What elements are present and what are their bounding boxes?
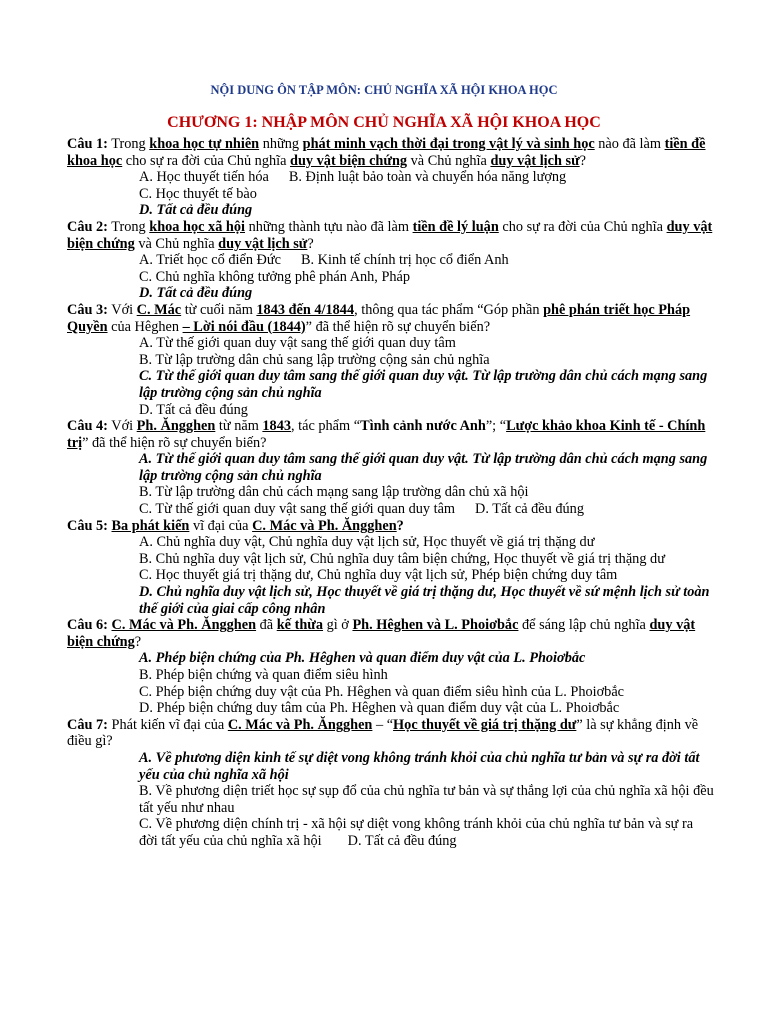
question-3: [67, 302, 715, 335]
question-text: gì ở: [323, 617, 353, 634]
answer-text: A. Triết học cổ điển Đức: [139, 252, 281, 269]
question-5: [67, 518, 715, 535]
question-keyword: C. Mác và Ph. Ăngghen: [111, 617, 257, 634]
answer-text: C. Từ thế giới quan duy vật sang thế giới quan duy tâm: [139, 501, 456, 518]
question-text: Trong: [107, 136, 150, 152]
question-label: Câu 2:: [67, 218, 108, 235]
question-keyword: Tình cảnh nước Anh: [360, 418, 486, 435]
answer-option-a: A. Từ thế giới quan duy vật sang thế giới quan duy tâm: [139, 335, 456, 352]
answer-option-d-correct: D. Tất cả đều đúng: [139, 202, 253, 219]
question-text: – “: [372, 716, 394, 733]
question-6: [67, 617, 715, 650]
question-keyword: phê phán triết học Pháp Quyền: [67, 301, 691, 335]
answer-option-b: B. Kinh tế chính trị học cổ điển Anh: [300, 252, 509, 269]
question-keyword: Học thuyết về giá trị thặng dư: [393, 716, 577, 733]
answer-option-a: [139, 169, 715, 186]
question-keyword: tiền đề khoa học: [67, 136, 706, 169]
question-text: ” đã thể hiện rõ sự chuyển biến?: [82, 434, 267, 451]
question-text: ?: [307, 235, 314, 252]
question-7: [67, 717, 715, 750]
question-keyword: C. Mác: [136, 301, 182, 318]
question-keyword: duy vật biện chứng: [67, 617, 696, 650]
question-text: ?: [579, 152, 587, 169]
answer-option-b: B. Về phương diện triết học sự sụp đổ của chủ nghĩa tư bản và sự thắng lợi của chủ nghĩa xã hội đều tất yếu như nhau: [139, 783, 714, 816]
question-keyword: khoa học xã hội: [149, 218, 245, 235]
question-4: [67, 418, 715, 451]
answer-option-a: [139, 252, 715, 269]
question-label: Câu 6:: [67, 617, 108, 634]
question-text: ?: [134, 633, 142, 650]
question-label: Câu 1:: [67, 136, 108, 152]
question-keyword: Ba phát kiến: [111, 517, 190, 534]
question-keyword: Ph. Ăngghen: [136, 418, 216, 435]
question-text: , tác phẩm “: [290, 418, 361, 435]
question-text: đã: [256, 617, 277, 634]
question-keyword: duy vật biện chứng: [290, 152, 408, 169]
question-list: [67, 136, 715, 850]
question-text: nào đã làm: [594, 136, 665, 152]
question-keyword: duy vật lịch sử: [490, 152, 580, 169]
question-text: cho sự ra đời của Chủ nghĩa: [498, 218, 667, 235]
answer-option-b: B. Chủ nghĩa duy vật lịch sử, Chủ nghĩa duy tâm biện chứng, Học thuyết về giá trị thặng dư: [139, 550, 665, 567]
answer-option-c: C. Phép biện chứng duy vật của Ph. Hêghen và quan điểm siêu hình của L. Phoiơbắc: [139, 683, 625, 700]
question-text: những thành tựu nào đã làm: [245, 218, 413, 235]
answer-option-c: C. Học thuyết tế bào: [139, 185, 257, 202]
question-label: Câu 4:: [67, 418, 108, 435]
question-1: [67, 136, 715, 169]
question-text: từ cuối năm: [181, 301, 257, 318]
question-text: những: [259, 136, 303, 152]
question-text: Với: [107, 418, 137, 435]
chapter-title: CHƯƠNG 1: NHẬP MÔN CHỦ NGHĨA XÃ HỘI KHOA HỌC: [167, 114, 601, 131]
question-keyword: duy vật lịch sử: [218, 235, 308, 252]
question-text: Phát kiến vĩ đại của: [107, 716, 228, 733]
question-text: , thông qua tác phẩm “Góp phần: [354, 301, 544, 318]
answer-option-b: B. Từ lập trường dân chủ cách mạng sang lập trường dân chủ xã hội: [139, 484, 529, 501]
question-keyword: – Lời nói đầu (1844): [182, 318, 306, 335]
question-text: của Hêghen: [107, 318, 183, 335]
answer-option-c-correct: C. Từ thế giới quan duy tâm sang thế giới quan duy vật. Từ lập trường dân chủ cách mạng sang lập trường cộng sản chủ nghĩa: [139, 368, 708, 401]
question-keyword: tiền đề lý luận: [412, 218, 499, 235]
question-keyword: Lược khảo khoa Kinh tế - Chính trị: [67, 418, 706, 451]
question-text: ” là sự khẳng định về điều gì?: [67, 716, 699, 750]
answer-option-b: B. Phép biện chứng và quan điểm siêu hình: [139, 667, 388, 683]
question-text: vĩ đại của: [189, 517, 253, 534]
question-keyword: 1843: [262, 418, 291, 435]
question-text: để sáng lập chủ nghĩa: [518, 617, 650, 634]
answer-option-a-correct: A. Phép biện chứng của Ph. Hêghen và quan điểm duy vật của L. Phoiơbắc: [139, 650, 586, 667]
question-text: Trong: [107, 218, 150, 235]
answer-option-b: B. Từ lập trường dân chủ sang lập trường cộng sản chủ nghĩa: [139, 351, 490, 368]
document-header: NỘI DUNG ÔN TẬP MÔN: CHỦ NGHĨA XÃ HỘI KHOA HỌC: [210, 83, 558, 97]
question-keyword: Ph. Hêghen và L. Phoiơbắc: [352, 617, 519, 634]
answer-option-c: [139, 501, 715, 518]
answer-option-d: D. Tất cả đều đúng: [347, 832, 457, 849]
question-text: và Chủ nghĩa: [134, 235, 219, 252]
question-keyword: 1843 đến 4/1844: [256, 301, 355, 318]
question-keyword: khoa học tự nhiên: [149, 136, 260, 152]
question-keyword: C. Mác và Ph. Ăngghen: [227, 716, 373, 733]
question-keyword: C. Mác và Ph. Ăngghen: [252, 517, 397, 534]
answer-option-a-correct: A. Về phương diện kinh tế sự diệt vong không tránh khỏi của chủ nghĩa tư bản và sự ra đời tất yếu của chủ nghĩa xã hội: [139, 749, 700, 783]
question-text: từ năm: [215, 418, 263, 435]
answer-option-c: [139, 816, 715, 849]
question-keyword: phát minh vạch thời đại trong vật lý và sinh học: [302, 136, 595, 152]
answer-option-d: D. Phép biện chứng duy tâm của Ph. Hêghen và quan điểm duy vật của L. Phoiơbắc: [139, 700, 620, 717]
question-text: ?: [396, 517, 404, 534]
question-text: và Chủ nghĩa: [407, 152, 491, 169]
question-label: Câu 5:: [67, 517, 108, 534]
question-2: [67, 219, 715, 252]
answer-option-d: D. Tất cả đều đúng: [139, 401, 248, 418]
answer-option-a-correct: A. Từ thế giới quan duy tâm sang thế giới quan duy vật. Từ lập trường dân chủ cách mạng sang lập trường cộng sản chủ nghĩa: [139, 451, 708, 484]
answer-option-a: A. Chủ nghĩa duy vật, Chủ nghĩa duy vật lịch sử, Học thuyết về giá trị thặng dư: [139, 534, 595, 551]
question-label: Câu 3:: [67, 301, 108, 318]
question-text: cho sự ra đời của Chủ nghĩa: [122, 152, 291, 169]
answer-option-c: C. Chủ nghĩa không tưởng phê phán Anh, Pháp: [139, 268, 411, 285]
question-keyword: kế thừa: [276, 617, 324, 634]
answer-option-d-correct: D. Chủ nghĩa duy vật lịch sử, Học thuyết về giá trị thặng dư, Học thuyết về sứ mệnh lịch sử toàn thế giới của giai cấp công nhân: [139, 584, 710, 617]
question-label: Câu 7:: [67, 716, 108, 733]
answer-option-d: D. Tất cả đều đúng: [475, 501, 584, 518]
answer-text: A. Học thuyết tiến hóa: [139, 169, 269, 186]
question-text: ” đã thể hiện rõ sự chuyển biến?: [305, 318, 491, 335]
question-text: Với: [107, 301, 137, 318]
answer-text: C. Về phương diện chính trị - xã hội sự diệt vong không tránh khỏi của chủ nghĩa tư bản và sự ra đời tất yếu của chủ nghĩa xã hội: [139, 816, 694, 849]
answer-option-b: B. Định luật bảo toàn và chuyển hóa năng lượng: [288, 169, 567, 186]
question-text: ”; “: [485, 418, 507, 435]
answer-option-c: C. Học thuyết giá trị thặng dư, Chủ nghĩa duy vật lịch sử, Phép biện chứng duy tâm: [139, 567, 618, 584]
answer-option-d-correct: D. Tất cả đều đúng: [139, 285, 253, 302]
question-keyword: duy vật biện chứng: [67, 218, 713, 252]
